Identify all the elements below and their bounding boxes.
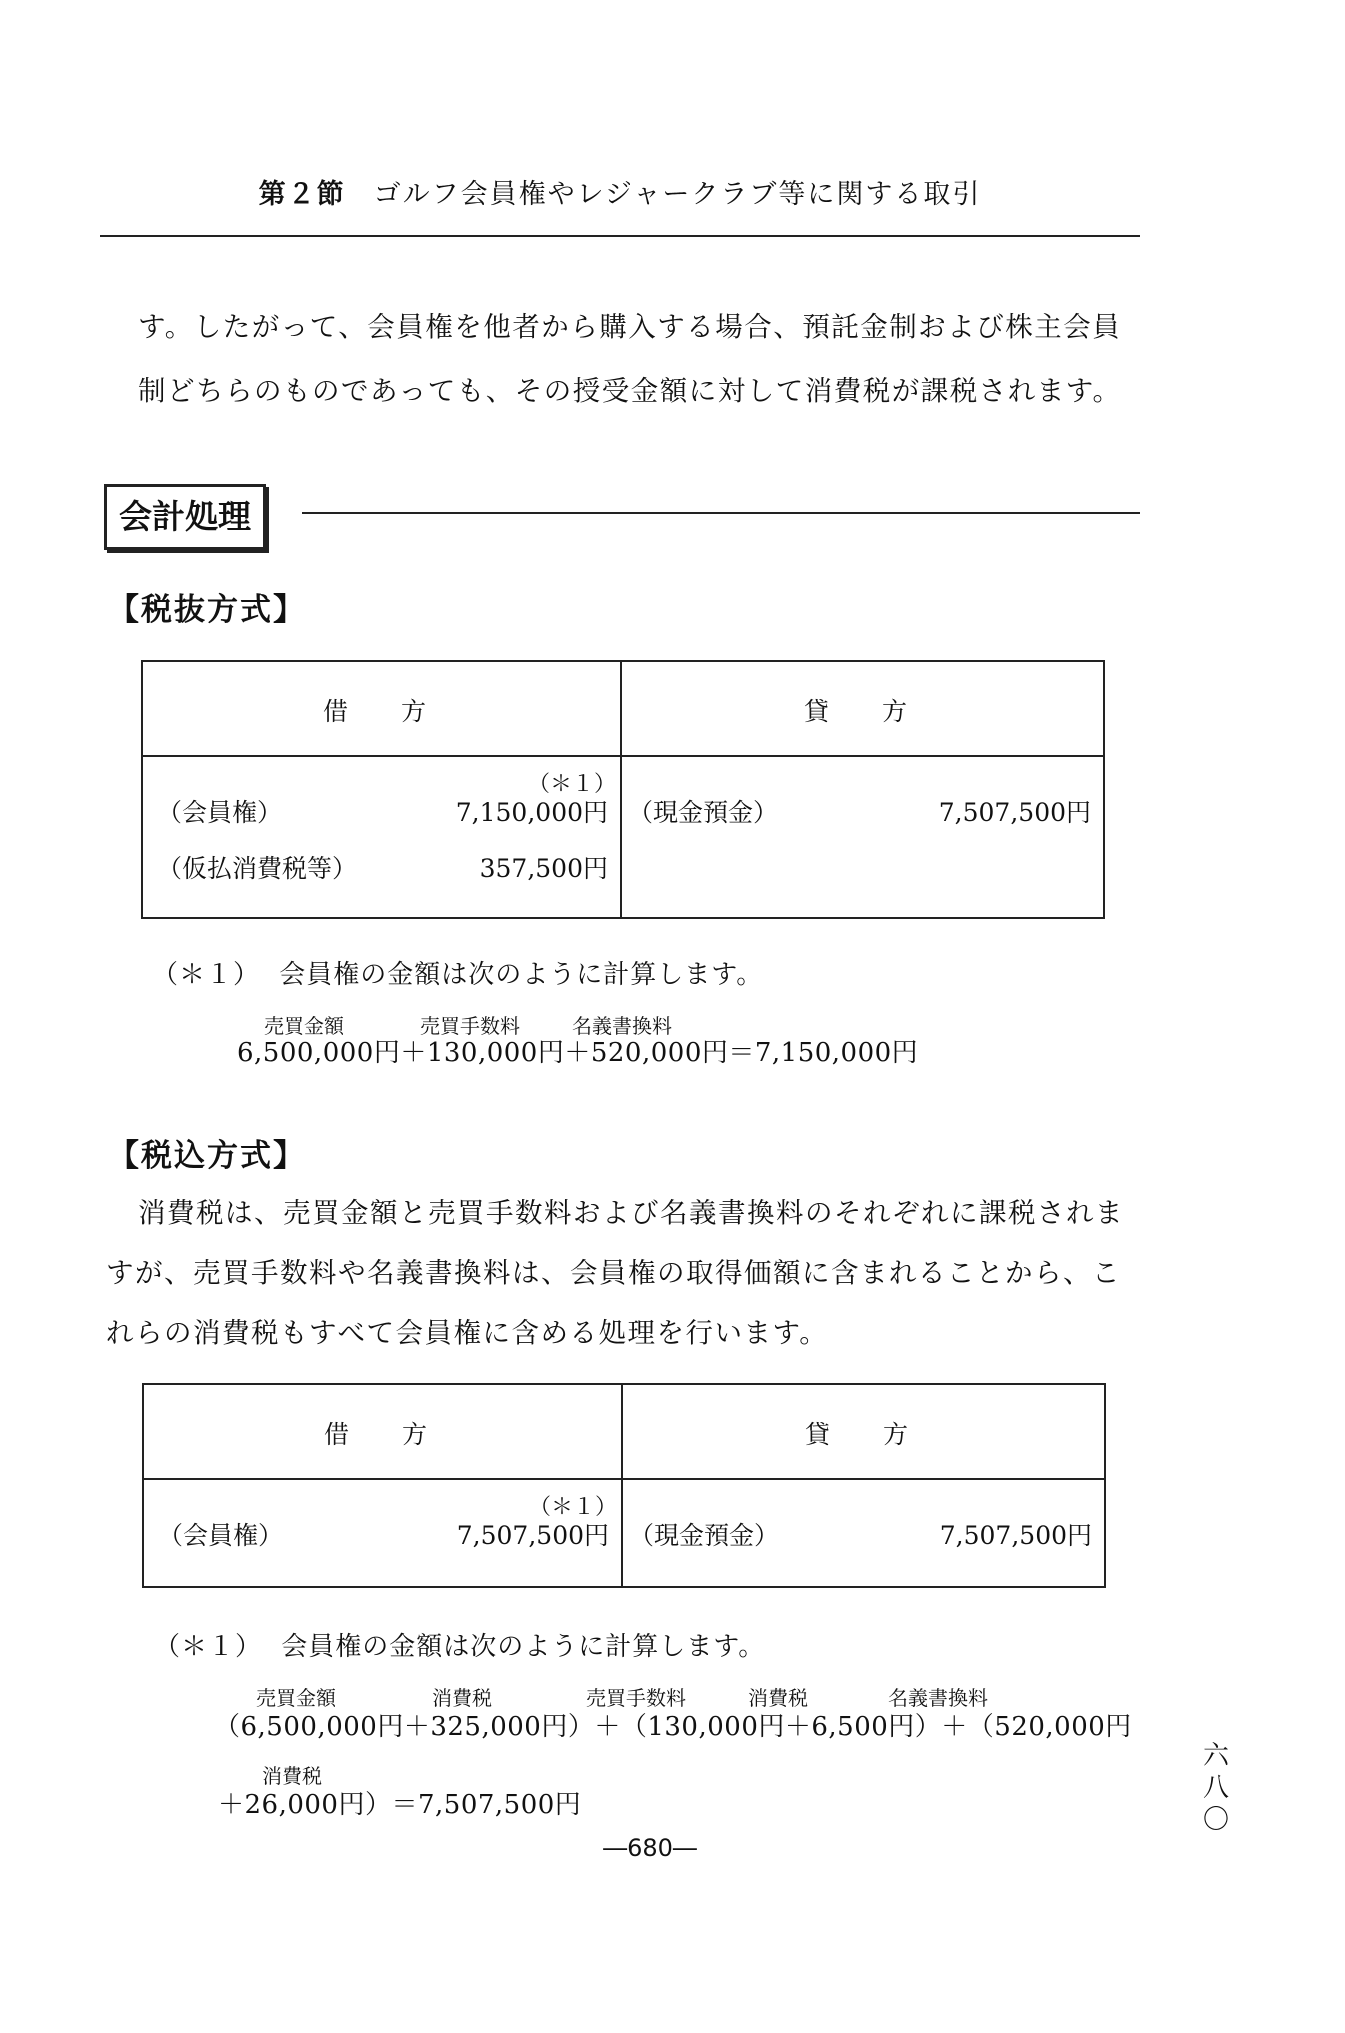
- note-marker: （＊１）: [152, 960, 261, 990]
- calc-formula: 6,500,000円＋130,000円＋520,000円＝7,150,000円: [237, 1038, 919, 1068]
- note-marker: （＊１）: [154, 1632, 263, 1662]
- credit-header-cell: [621, 661, 1104, 756]
- debit-entries-cell: [143, 1479, 622, 1587]
- note-text: 会員権の金額は次のように計算します。: [279, 960, 764, 990]
- debit-account: （会員権）: [157, 798, 283, 827]
- credit-header: 貸 方: [803, 697, 921, 726]
- calc-label: 消費税: [432, 1686, 492, 1710]
- calc-formula: ＋26,000円）＝7,507,500円: [218, 1790, 582, 1820]
- credit-header-cell: [622, 1384, 1105, 1479]
- calc-label: 売買金額: [264, 1014, 344, 1038]
- page-header: [100, 172, 1140, 218]
- credit-entries-cell: [622, 1479, 1105, 1587]
- journal-table-included: [142, 1383, 1106, 1588]
- debit-amount: 357,500円: [479, 854, 608, 883]
- credit-account: （現金預金）: [629, 1521, 780, 1550]
- credit-account: （現金預金）: [628, 798, 779, 827]
- intro-line-1: す。したがって、会員権を他者から購入する場合、預託金制および株主会員: [138, 311, 1122, 343]
- intro-line-2: 制どちらのものであっても、その授受金額に対して消費税が課税されます。: [138, 375, 1122, 407]
- debit-header-cell: [142, 661, 621, 756]
- note-included: [154, 1626, 765, 1663]
- section-heading-rule: [302, 512, 1140, 514]
- calc-formula: （6,500,000円＋325,000円）＋（130,000円＋6,500円）＋（520,000円: [214, 1712, 1132, 1742]
- calc-label: 売買手数料: [420, 1014, 520, 1038]
- debit-header: 借 方: [322, 697, 440, 726]
- debit-entries-cell: [142, 756, 621, 918]
- included-para-line-2: すが、売買手数料や名義書換料は、会員権の取得価額に含まれることから、こ: [106, 1257, 1121, 1289]
- included-para-line-3: れらの消費税もすべて会員権に含める処理を行います。: [106, 1317, 829, 1349]
- page-number: ―680―: [603, 1834, 697, 1862]
- debit-header-cell: [143, 1384, 622, 1479]
- calc-label: 売買金額: [256, 1686, 336, 1710]
- calc-label: 消費税: [748, 1686, 808, 1710]
- calc-label: 名義書換料: [888, 1686, 988, 1710]
- calc-label: 消費税: [262, 1764, 322, 1788]
- tax-excluded-title: 【税抜方式】: [108, 592, 306, 628]
- debit-amount: 7,507,500円: [456, 1521, 609, 1550]
- credit-amount: 7,507,500円: [939, 1521, 1092, 1550]
- debit-note-marker: （＊１）: [528, 1495, 617, 1520]
- note-text: 会員権の金額は次のように計算します。: [281, 1632, 766, 1662]
- credit-entries-cell: [621, 756, 1104, 918]
- calc-label: 売買手数料: [586, 1686, 686, 1710]
- side-page-kanji: 六八〇: [1202, 1741, 1229, 1835]
- debit-note-marker: （＊１）: [527, 772, 616, 797]
- credit-header: 貸 方: [804, 1420, 922, 1449]
- section-title: ゴルフ会員権やレジャークラブ等に関する取引: [373, 179, 982, 210]
- debit-account: （会員権）: [158, 1521, 284, 1550]
- included-para-line-1: 消費税は、売買金額と売買手数料および名義書換料のそれぞれに課税されま: [138, 1197, 1124, 1229]
- debit-header: 借 方: [323, 1420, 441, 1449]
- credit-amount: 7,507,500円: [938, 798, 1091, 827]
- calc-label: 名義書換料: [572, 1014, 672, 1038]
- section-number: 第２節: [258, 179, 346, 210]
- debit-account: （仮払消費税等）: [157, 854, 358, 883]
- section-heading: 会計処理: [104, 484, 266, 550]
- note-excluded: [152, 954, 763, 991]
- journal-table-excluded: [141, 660, 1105, 919]
- debit-amount: 7,150,000円: [455, 798, 608, 827]
- tax-included-title: 【税込方式】: [108, 1138, 306, 1174]
- header-rule: [100, 235, 1140, 237]
